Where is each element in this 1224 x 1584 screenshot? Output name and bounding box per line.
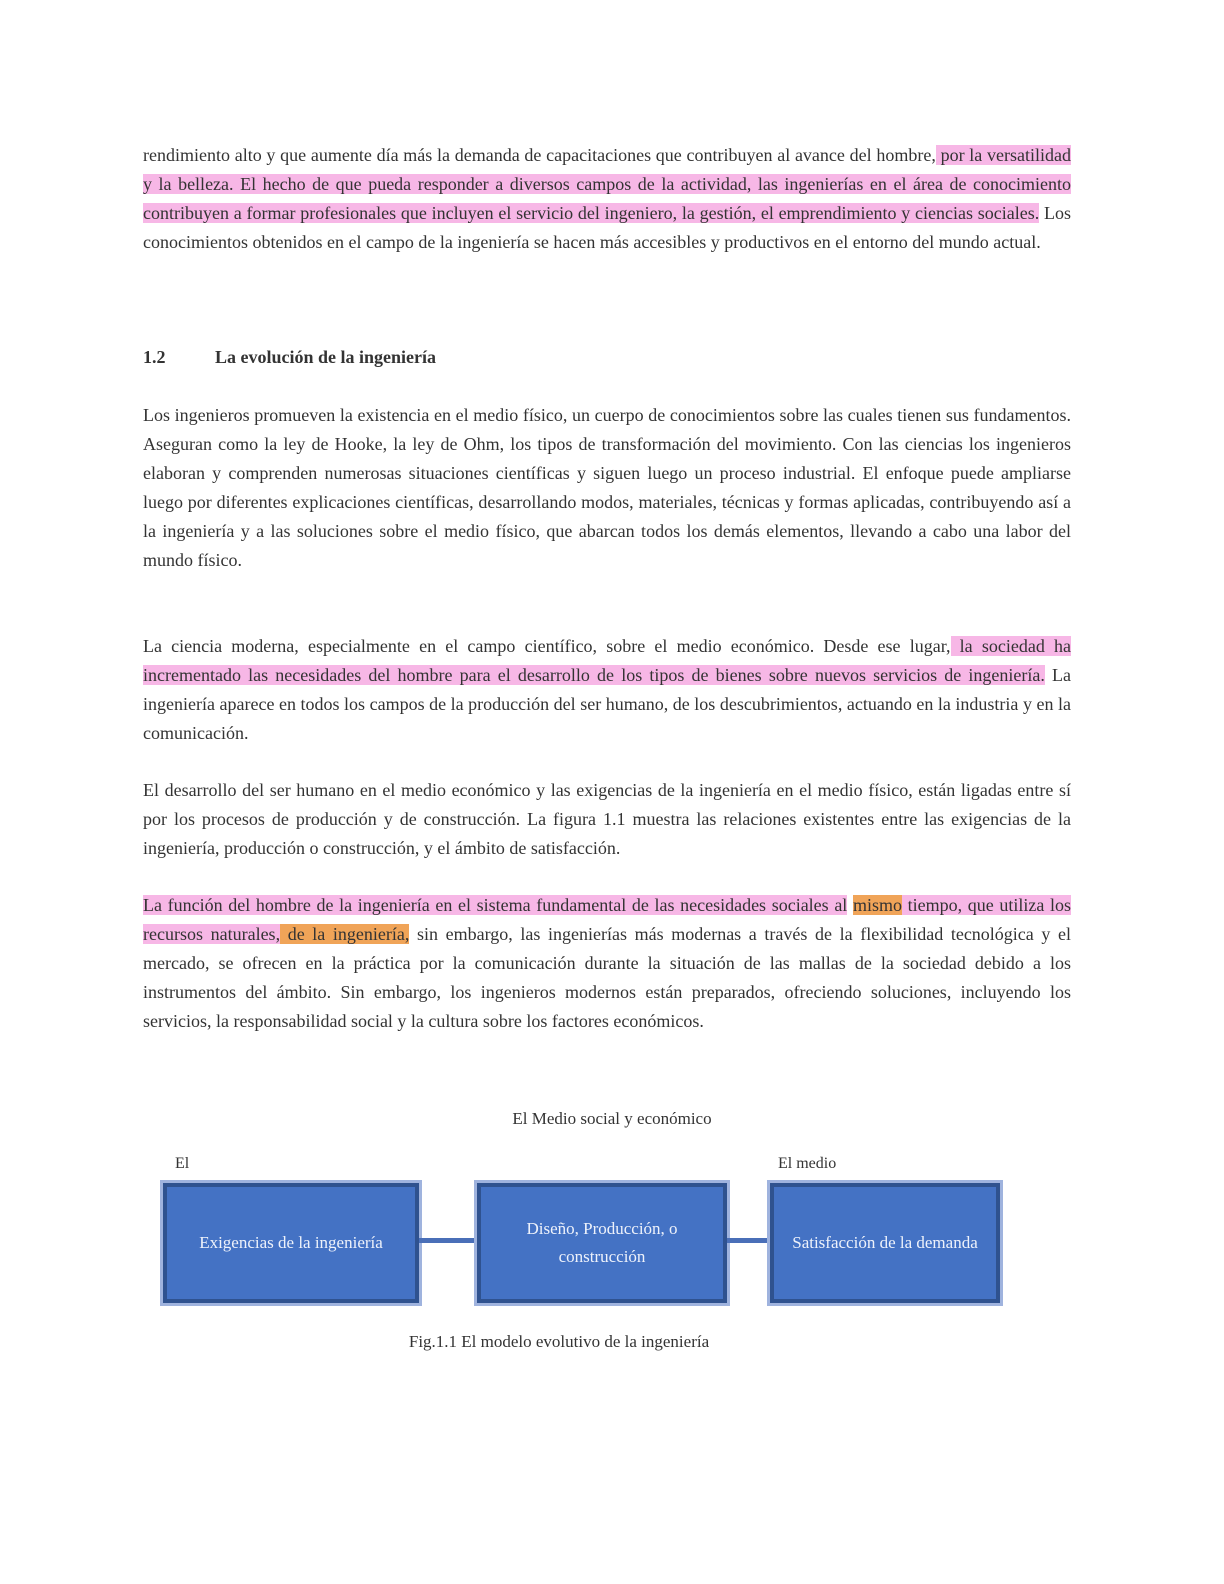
paragraph-3-end: La ingeniería aparece en todos los campos de la producción del ser humano, de los descubrimientos, actuando en la industria y en la comunicación. bbox=[143, 665, 1071, 743]
paragraph-5-end: sin embargo, las ingenierías más modernas a través de la flexibilidad tecnológica y el mercado, se ofrecen en la práctica por la comunicación durante la situación de las mallas de la sociedad debido a los instrumentos del ámbito. Sin embargo, los ingenieros modernos están preparados, ofreciendo soluciones, incluyendo los servicios, la responsabilidad social y la cultura sobre los factores económicos. bbox=[143, 924, 1072, 1031]
section-heading bbox=[143, 343, 436, 372]
paragraph-4: El desarrollo del ser humano en el medio económico y las exigencias de la ingeniería en el medio físico, están ligadas entre sí por los procesos de producción y de construcción. La figura 1.1 muestra las relaciones existentes entre las exigencias de la ingeniería, producción o construcción, y el ámbito de satisfacción. bbox=[143, 780, 1071, 858]
highlight-pink-4[interactable]: tiempo, que utiliza los recursos naturales, bbox=[143, 895, 1071, 944]
paragraph-1-end: Los conocimientos obtenidos en el campo de la ingeniería se hacen más accesibles y productivos en el entorno del mundo actual. bbox=[143, 203, 1072, 252]
paragraph-5 bbox=[143, 891, 1071, 1036]
paragraph-1 bbox=[143, 141, 1071, 257]
paragraph-3 bbox=[143, 632, 1071, 748]
diagram-left-label: El bbox=[175, 1155, 190, 1172]
highlight-pink-2[interactable]: la sociedad ha incrementado las necesidades del hombre para el desarrollo de los tipos de bienes sobre nuevos servicios de ingeniería. bbox=[143, 636, 1071, 685]
section-title: La evolución de la ingeniería bbox=[215, 347, 437, 367]
diagram-connector-1 bbox=[419, 1238, 477, 1243]
diagram-box-satisfaction[interactable]: Satisfacción de la demanda bbox=[770, 1183, 1000, 1303]
diagram-box-requirements[interactable]: Exigencias de la ingeniería bbox=[163, 1183, 419, 1303]
highlight-orange-2[interactable]: de la ingeniería, bbox=[280, 924, 410, 944]
highlight-pink-3[interactable]: La función del hombre de la ingeniería en el sistema fundamental de las necesidades sociales al bbox=[143, 895, 848, 915]
paragraph-2: Los ingenieros promueven la existencia en el medio físico, un cuerpo de conocimientos sobre las cuales tienen sus fundamentos. Aseguran como la ley de Hooke, la ley de Ohm, los tipos de transformación del movimiento. Con las ciencias los ingenieros elaboran y comprenden numerosas situaciones científicas y siguen luego un proceso industrial. El enfoque puede ampliarse luego por diferentes explicaciones científicas, desarrollando modos, materiales, técnicas y formas aplicadas, contribuyendo así a la ingeniería y a las soluciones sobre el medio físico, que abarcan todos los demás elementos, llevando a cabo una labor del mundo físico. bbox=[143, 405, 1071, 570]
paragraph-1-start: rendimiento alto y que aumente día más la demanda de capacitaciones que contribuyen al avance del hombre, bbox=[143, 145, 936, 165]
paragraph-3-start: La ciencia moderna, especialmente en el campo científico, sobre el medio económico. Desde ese lugar, bbox=[143, 636, 951, 656]
diagram-right-label: El medio bbox=[778, 1155, 837, 1172]
highlight-orange-1[interactable]: mismo bbox=[852, 895, 902, 915]
section-number: 1.2 bbox=[143, 347, 166, 367]
figure-caption: Fig.1.1 El modelo evolutivo de la ingeniería bbox=[408, 1332, 710, 1351]
diagram-box-design[interactable]: Diseño, Producción, o construcción bbox=[477, 1183, 727, 1303]
diagram-title: El Medio social y económico bbox=[512, 1109, 712, 1128]
highlight-pink-1[interactable]: por la versatilidad y la belleza. El hecho de que pueda responder a diversos campos de la actividad, las ingenierías en el área de conocimiento contribuyen a formar profesionales que incluyen el servicio del ingeniero, la gestión, el emprendimiento y ciencias sociales. bbox=[143, 145, 1071, 223]
diagram-connector-2 bbox=[727, 1238, 770, 1243]
